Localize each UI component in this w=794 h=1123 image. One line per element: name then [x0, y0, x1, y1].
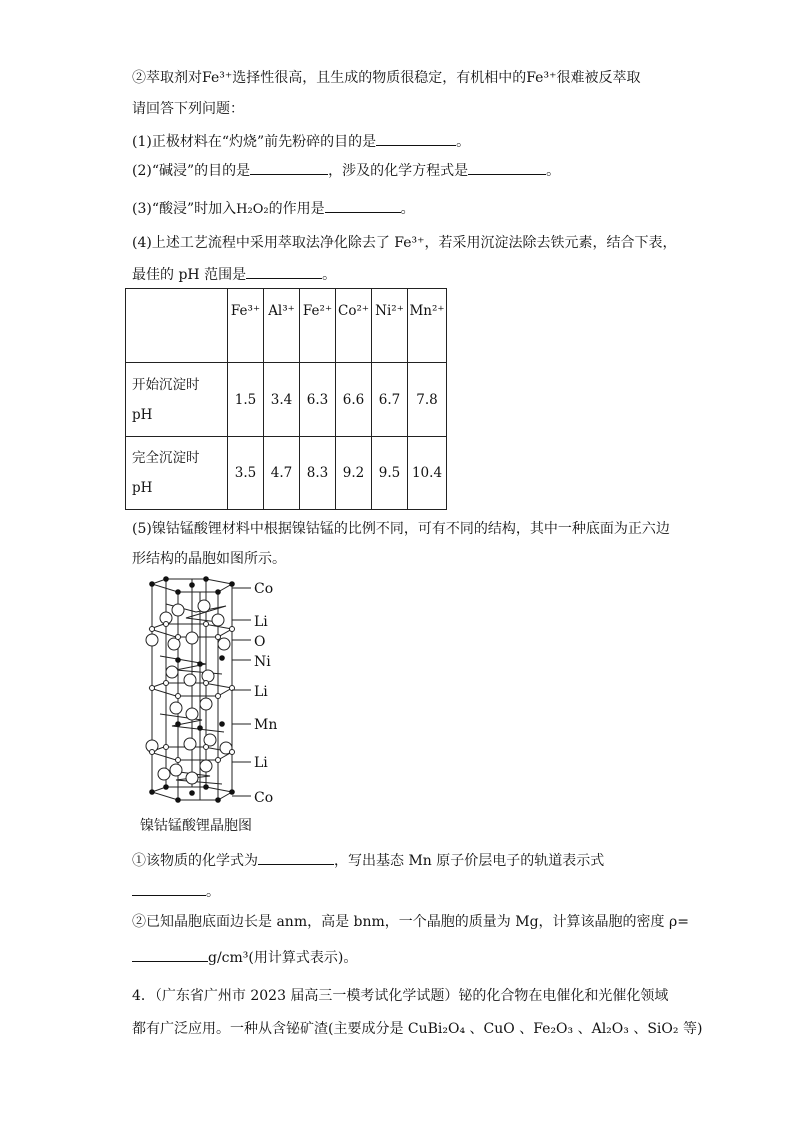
table-cell: 4.7 [264, 437, 300, 510]
table-cell: 9.5 [372, 437, 408, 510]
answer-blank[interactable] [376, 131, 456, 146]
table-cell: 3.4 [264, 363, 300, 437]
atom-label: Co [254, 790, 274, 806]
atom-label: O [254, 634, 266, 650]
row-label: 完全沉淀时 pH [126, 437, 228, 510]
answer-blank[interactable] [246, 264, 322, 279]
subquestion-1: ①该物质的化学式为 ，写出基态 Mn 原子价层电子的轨道表示式 [132, 850, 604, 871]
answer-blank[interactable] [258, 850, 334, 865]
text-line-instruction: 请回答下列问题： [132, 101, 244, 117]
atom-label: Ni [254, 654, 271, 670]
table-cell: 1.5 [228, 363, 264, 437]
answer-blank[interactable] [132, 947, 208, 962]
table-cell: 7.8 [408, 363, 447, 437]
table-cell: 10.4 [408, 437, 447, 510]
table-header-cell: Mn²⁺ [408, 289, 447, 363]
table-header-cell: Al³⁺ [264, 289, 300, 363]
figure-caption: 镍钴锰酸锂晶胞图 [140, 818, 252, 834]
table-header-cell: Co²⁺ [336, 289, 372, 363]
question-3: (3)“酸浸”时加入H₂O₂的作用是 。 [132, 198, 415, 220]
atom-label: Co [254, 581, 274, 597]
table-cell: 6.3 [300, 363, 336, 437]
table-cell: 6.6 [336, 363, 372, 437]
table-cell: 8.3 [300, 437, 336, 510]
table-corner-cell [126, 289, 228, 363]
question-5-cont: 形结构的晶胞如图所示。 [132, 551, 286, 567]
atom-label: Li [254, 614, 268, 630]
table-cell: 6.7 [372, 363, 408, 437]
answer-blank[interactable] [250, 160, 328, 175]
table-row [126, 437, 447, 510]
subquestion-2: ②已知晶胞底面边长是 anm，高是 bnm，一个晶胞的质量为 Mg，计算该晶胞的密度 ρ= [132, 914, 689, 930]
table-header-cell: Fe²⁺ [300, 289, 336, 363]
ph-table [125, 288, 447, 510]
crystal-cell-figure [136, 574, 286, 806]
atom-label: Mn [254, 717, 278, 733]
question-2: (2)“碱浸”的目的是 ，涉及的化学方程式是 。 [132, 160, 560, 181]
question-4-cont: 最佳的 pH 范围是 。 [132, 264, 336, 285]
question-4-title: 4．（广东省广州市 2023 届高三一模考试化学试题）铋的化合物在电催化和光催化领域 [132, 988, 669, 1004]
subquestion-1-cont: 。 [132, 881, 220, 902]
text-line-extract: ②萃取剂对Fe³⁺选择性很高，且生成的物质很稳定，有机相中的Fe³⁺很难被反萃取 [132, 70, 641, 86]
row-label: 开始沉淀时 pH [126, 363, 228, 437]
atom-label: Li [254, 755, 268, 771]
question-4-title-cont: 都有广泛应用。一种从含铋矿渣(主要成分是 CuBi₂O₄ 、CuO 、Fe₂O₃ 、Al₂O₃ 、SiO₂ 等) [132, 1021, 703, 1037]
answer-blank[interactable] [132, 881, 206, 896]
table-header-cell: Ni²⁺ [372, 289, 408, 363]
table-row [126, 363, 447, 437]
answer-blank[interactable] [468, 160, 546, 175]
table-cell: 3.5 [228, 437, 264, 510]
subquestion-2-cont: g/cm³(用计算式表示)。 [132, 947, 357, 968]
question-1: (1)正极材料在“灼烧”前先粉碎的目的是 。 [132, 131, 470, 152]
question-4: (4)上述工艺流程中采用萃取法净化除去了 Fe³⁺，若采用沉淀法除去铁元素，结合下表， [132, 235, 677, 251]
table-cell: 9.2 [336, 437, 372, 510]
question-5: (5)镍钴锰酸锂材料中根据镍钴锰的比例不同，可有不同的结构，其中一种底面为正六边 [132, 521, 670, 537]
table-header-cell: Fe³⁺ [228, 289, 264, 363]
answer-blank[interactable] [325, 198, 401, 213]
atom-label: Li [254, 684, 268, 700]
